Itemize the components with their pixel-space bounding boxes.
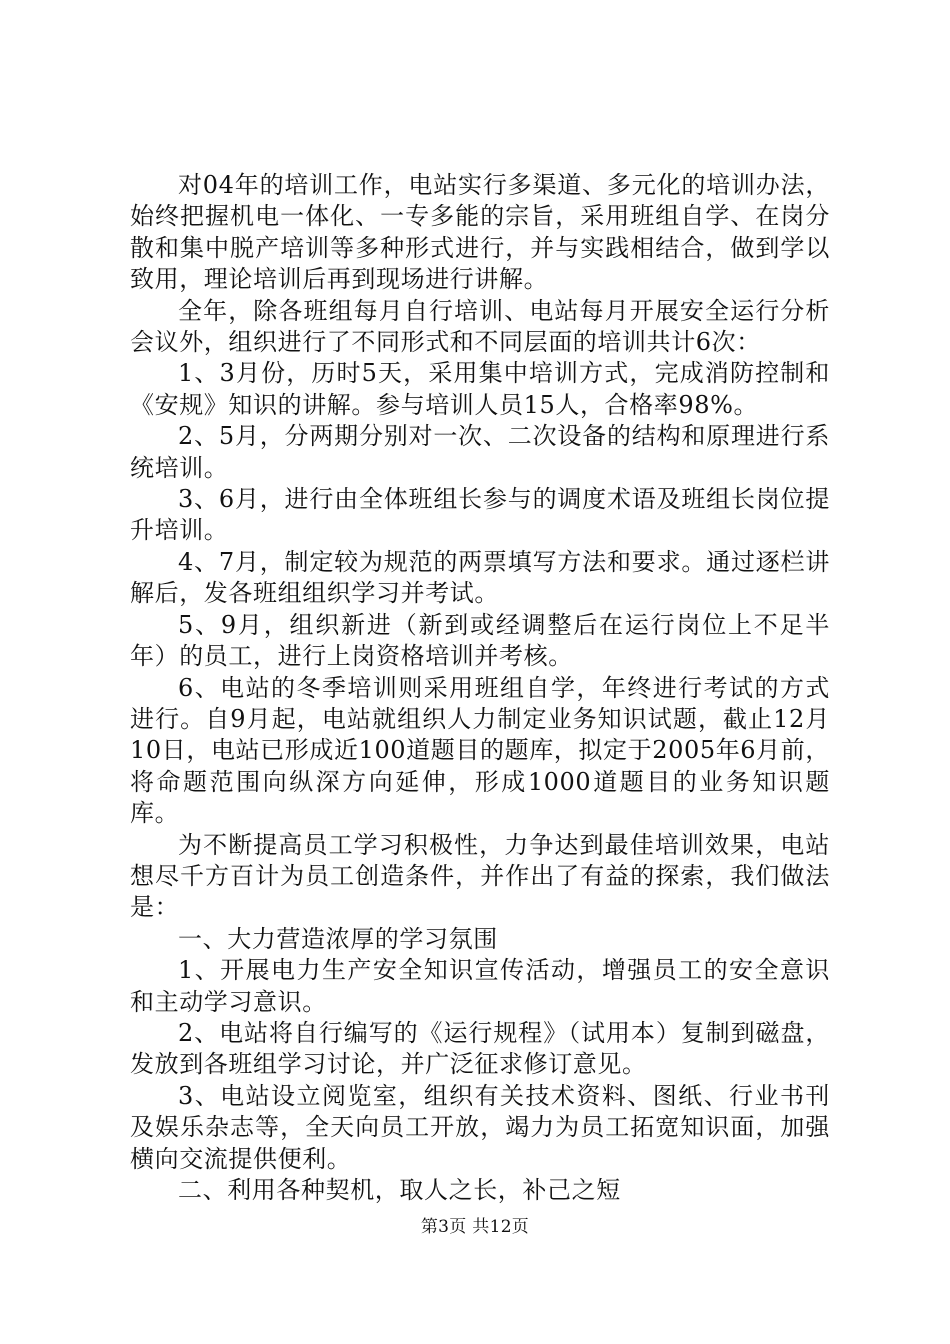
paragraph-section1-item-2: 2、电站将自行编写的《运行规程》（试用本）复制到磁盘，发放到各班组学习讨论，并广泛征求修订意见。 — [130, 1018, 830, 1079]
paragraph-section1-item-1: 1、开展电力生产安全知识宣传活动，增强员工的安全意识和主动学习意识。 — [130, 956, 830, 1016]
section-heading-1: 一、大力营造浓厚的学习氛围 — [178, 924, 498, 953]
paragraph-section1-item-3: 3、电站设立阅览室，组织有关技术资料、图纸、行业书刊及娱乐杂志等，全天向员工开放，竭力为员工拓宽知识面，加强横向交流提供便利。 — [130, 1081, 830, 1173]
paragraph-item-4: 4、7月，制定较为规范的两票填写方法和要求。通过逐栏讲解后，发各班组组织学习并考试。 — [130, 547, 830, 608]
paragraph-annual-summary: 全年，除各班组每月自行培训、电站每月开展安全运行分析会议外，组织进行了不同形式和不同层面的培训共计6次： — [130, 296, 830, 357]
paragraph-item-1: 1、3月份，历时5天，采用集中培训方式，完成消防控制和《安规》知识的讲解。参与培训人员15人，合格率98%。 — [130, 359, 830, 419]
document-body — [130, 170, 830, 1206]
page-number-footer: 第3页 共12页 — [420, 1217, 530, 1237]
paragraph-training-overview: 对04年的培训工作，电站实行多渠道、多元化的培训办法，始终把握机电一体化、一专多能的宗旨，采用班组自学、在岗分散和集中脱产培训等多种形式进行，并与实践相结合，做到学以致用，理论培训后再到现场进行讲解。 — [130, 171, 830, 294]
paragraph-item-6: 6、电站的冬季培训则采用班组自学，年终进行考试的方式进行。自9月起，电站就组织人力制定业务知识试题，截止12月10日，电站已形成近100道题目的题库，拟定于2005年6月前，将命题范围向纵深方向延伸，形成1000道题目的业务知识题库。 — [130, 673, 830, 828]
section-heading-2: 二、利用各种契机，取人之长，补己之短 — [178, 1176, 621, 1204]
paragraph-item-3: 3、6月，进行由全体班组长参与的调度术语及班组长岗位提升培训。 — [130, 485, 830, 545]
paragraph-item-5: 5、9月，组织新进（新到或经调整后在运行岗位上不足半年）的员工，进行上岗资格培训并考核。 — [130, 610, 830, 671]
paragraph-methods-intro: 为不断提高员工学习积极性，力争达到最佳培训效果，电站想尽千方百计为员工创造条件，并作出了有益的探索，我们做法是： — [130, 830, 830, 922]
paragraph-item-2: 2、5月，分两期分别对一次、二次设备的结构和原理进行系统培训。 — [130, 422, 830, 482]
